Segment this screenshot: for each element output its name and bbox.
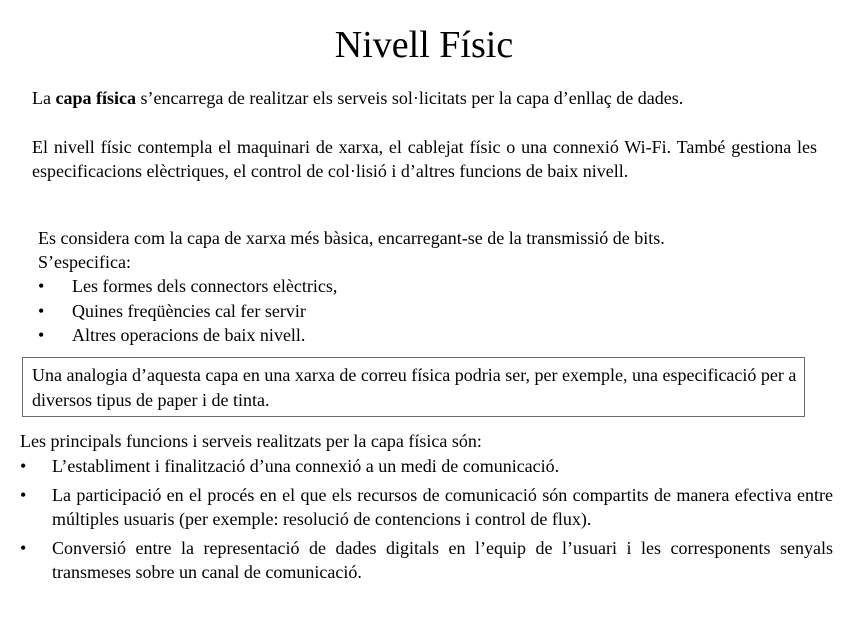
- intro-paragraph: [32, 86, 822, 110]
- basic-line-2: S’especifica:: [38, 252, 131, 272]
- specification-list: [38, 274, 738, 348]
- description-paragraph: El nivell físic contempla el maquinari de xarxa, el cablejat físic o una connexió Wi-Fi. També gestiona les especificacions elèctriques, el control de col·lisió i d’altres funcions de baix nivell.: [32, 137, 817, 181]
- page-title: Nivell Físic: [334, 24, 514, 66]
- functions-list: [20, 454, 833, 589]
- list-item: • Conversió entre la representació de dades digitals en l’equip de l’usuari i les corresponents senyals transmeses sobre un canal de comunicació.: [20, 536, 833, 585]
- intro-suffix: s’encarrega de realitzar els serveis sol·licitats per la capa d’enllaç de dades.: [135, 88, 684, 108]
- analogy-box: [22, 357, 805, 417]
- basic-line-1: Es considera com la capa de xarxa més bàsica, encarregant-se de la transmissió de bits.: [38, 228, 665, 248]
- functions-intro: Les principals funcions i serveis realitzats per la capa física són:: [20, 431, 482, 451]
- list-item: • L’establiment i finalització d’una connexió a un medi de comunicació.: [20, 454, 833, 479]
- basic-paragraph: [38, 226, 818, 274]
- list-item: • Quines freqüències cal fer servir: [38, 299, 738, 324]
- intro-bold-term: capa física: [55, 88, 136, 108]
- list-item: • La participació en el procés en el que els recursos de comunicació són compartits de manera efectiva entre múltiples usuaris (per exemple: resolució de contencions i control de flux).: [20, 483, 833, 532]
- list-item: • Altres operacions de baix nivell.: [38, 323, 738, 348]
- analogy-text: Una analogia d’aquesta capa en una xarxa de correu física podria ser, per exemple, una especificació per a diversos tipus de paper i de tinta.: [32, 365, 797, 410]
- list-item: • Les formes dels connectors elèctrics,: [38, 274, 738, 299]
- intro-prefix: La: [32, 88, 56, 108]
